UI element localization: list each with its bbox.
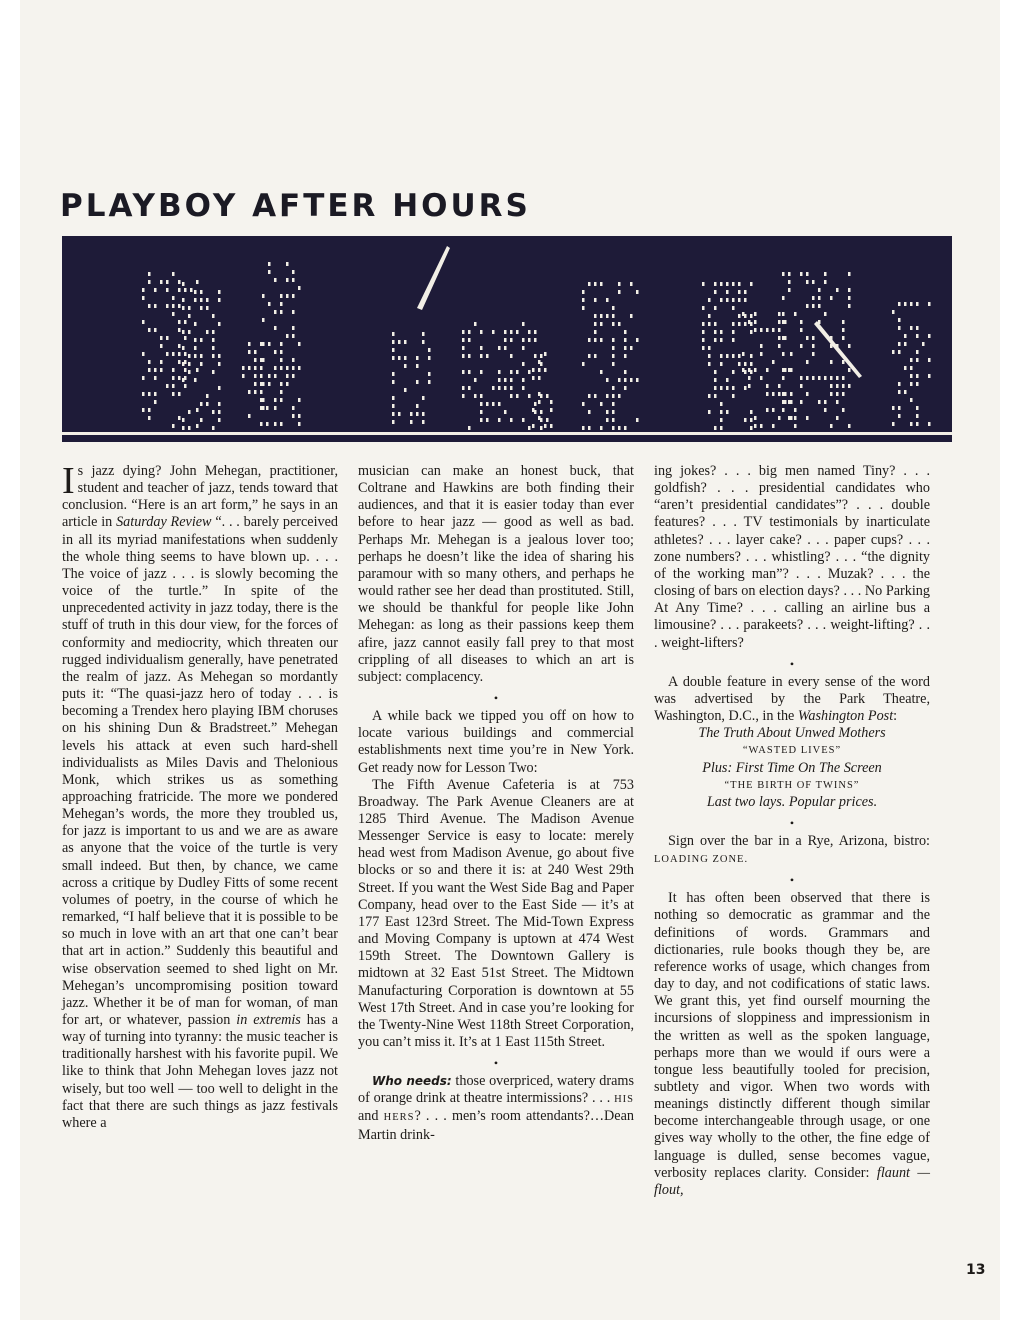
page-title: PLAYBOY AFTER HOURS xyxy=(60,188,531,224)
ad-line: “THE BIRTH OF TWINS” xyxy=(724,779,860,791)
publication-name: Saturday Review xyxy=(116,514,212,531)
section-separator: • xyxy=(789,873,795,888)
article-column-3 xyxy=(654,463,930,1199)
section-separator: • xyxy=(789,815,795,830)
drop-cap: I xyxy=(62,460,75,502)
ad-line: Last two lays. Popular prices. xyxy=(706,793,878,810)
who-needs-paragraph: Who needs: those overpriced, watery drams of orange drink at theatre intermissions? . . . HIS and HERS? . . . men’s room attendants?…Dean Martin drink- xyxy=(358,1073,634,1143)
bar-sign-paragraph: Sign over the bar in a Rye, Arizona, bistro: LOADING ZONE. xyxy=(654,832,930,866)
section-separator: • xyxy=(789,656,795,671)
ad-line: The Truth About Unwed Mothers xyxy=(698,725,886,742)
jazz-paragraph-continued: musician can make an honest buck, that Coltrane and Hawkins are both finding their audiences, and that it is easier today than ever before to hear jazz — good as well as bad. Perhaps Mr. Mehegan is a jealous lover too; perhaps he doesn’t like the idea of sharing his paramour with so many others, and perhaps he would rather see her dead than prostituted. Still, we should be thankful for people like John Mehegan: as long as their passions keep them afire, jazz cannot easily fall prey to that most crippling of all diseases to which an art is subject: complacency. xyxy=(358,463,634,685)
new-york-intro-paragraph: A while back we tipped you off on how to locate various buildings and commercial establishments next time you’re in New York. Get ready now for Lesson Two: xyxy=(358,708,634,776)
city-skyline-night-illustration xyxy=(62,236,952,442)
who-needs-continued: ing jokes? . . . big men named Tiny? . . . goldfish? . . . presidential candidates who “aren’t presidential candidates”? . . . double features? . . . TV testimonials by inarticulate athletes? . . . layer cake? . . . paper cups? . . . zone numbers? . . . whistling? . . . “the dignity of the working man”? . . . Muzak? . . . the closing of bars on election days? . . . No Parking At Any Time? . . . calling an airline bus a limousine? . . . parakeets? . . . weight-lifting? . . . weight-lifters? xyxy=(654,463,930,651)
ad-line: “WASTED LIVES” xyxy=(742,745,842,757)
article-column-2 xyxy=(358,463,634,1144)
new-york-addresses-paragraph: The Fifth Avenue Cafeteria is at 753 Broadway. The Park Avenue Cleaners are at 1285 Third Avenue. The Madison Avenue Messenger Service is easy to locate: merely head west from Madison Avenue, go about five blocks or so and there it is: at 240 West 29th Street. If you want the West Side Bag and Paper Company, head over to the East Side — it’s at 177 East 123rd Street. The Mid-Town Express and Moving Company is uptown at 474 West 159th Street. The Downtown Gallery is midtown at 32 East 51st Street. The Midtown Manufacturing Corporation is downtown at 55 West 17th Street. And in case you’re looking for the Twenty-Nine West 118th Street Corporation, you can’t miss it. It’s at 1 East 115th Street. xyxy=(358,776,634,1050)
article-column-1 xyxy=(62,460,338,1132)
jazz-paragraph: Is jazz dying? John Mehegan, practitioner, student and teacher of jazz, tends toward that conclusion. “Here is an art form,” he says in an article in Saturday Review “. . . barely perceived in all its myriad manifestations when suddenly the whole thing seems to have blown up. . . . The voice of jazz . . . is slowly becoming the voice of the turtle.” In spite of the unprecedented activity in jazz today, there is the stuff of truth in this dour view, for the forces of conformity and mediocrity, which threaten our rugged individualism generally, have penetrated the realm of jazz. As Mehegan so mordantly puts it: “The quasi-jazz hero of today . . . is becoming a Trendex hero playing IBM choruses on his shining Dun & Bradstreet.” Mehegan levels his attack at even such hard-shell individualists as Miles Davis and Thelonious Monk, which strikes us as something approaching fratricide. The more we pondered Mehegan’s words, the more they troubled us, for jazz is important to us and we are as aware as anyone that the voice of the turtle is very small indeed. But then, by chance, we came across a critique by Dudley Fitts of some recent volumes of poetry, in the course of which he remarked, “I half believe that it is possible to be so much in love with an art that one can’t bear that art in action.” Suddenly this beautiful and wise observation seemed to shed light on Mr. Mehegan’s uncompromising position toward jazz. Whether it be of man for woman, of man for art, or whatever, passion in extremis has a way of turning into tyranny: the music teacher is traditionally harshest with his favorite pupil. We like to think that John Mehegan loves jazz not wisely, but too well — too well to delight in the fact that there are such things as jazz festivals where a xyxy=(62,460,338,1131)
section-separator: • xyxy=(493,1056,499,1071)
page-number: 13 xyxy=(966,1262,986,1278)
double-feature-paragraph: A double feature in every sense of the word was advertised by the Park Theatre, Washington, D.C., in the Washington Post: xyxy=(654,673,930,725)
ad-line: Plus: First Time On The Screen xyxy=(702,759,882,776)
section-separator: • xyxy=(493,691,499,706)
grammar-paragraph: It has often been observed that there is nothing so democratic as grammar and the definitions of words. Grammars and dictionaries, rule books though they be, are reference works of usage, which changes from day to day, and not codifications of static laws. We grant this, yet find ourself mourning the incursions of sloppiness and impressionism in the written as well as the spoken language, perhaps more than we would if ours were a tongue less beautifully tooled for precision, subtlety and vigor. When two words with meanings distinctly different though similar become interchangeable through usage, or one gives way wholly to the other, the fine edge of language is dulled, sense becomes vague, verbosity replaces clarity. Consider: flaunt — flout, xyxy=(654,890,930,1198)
